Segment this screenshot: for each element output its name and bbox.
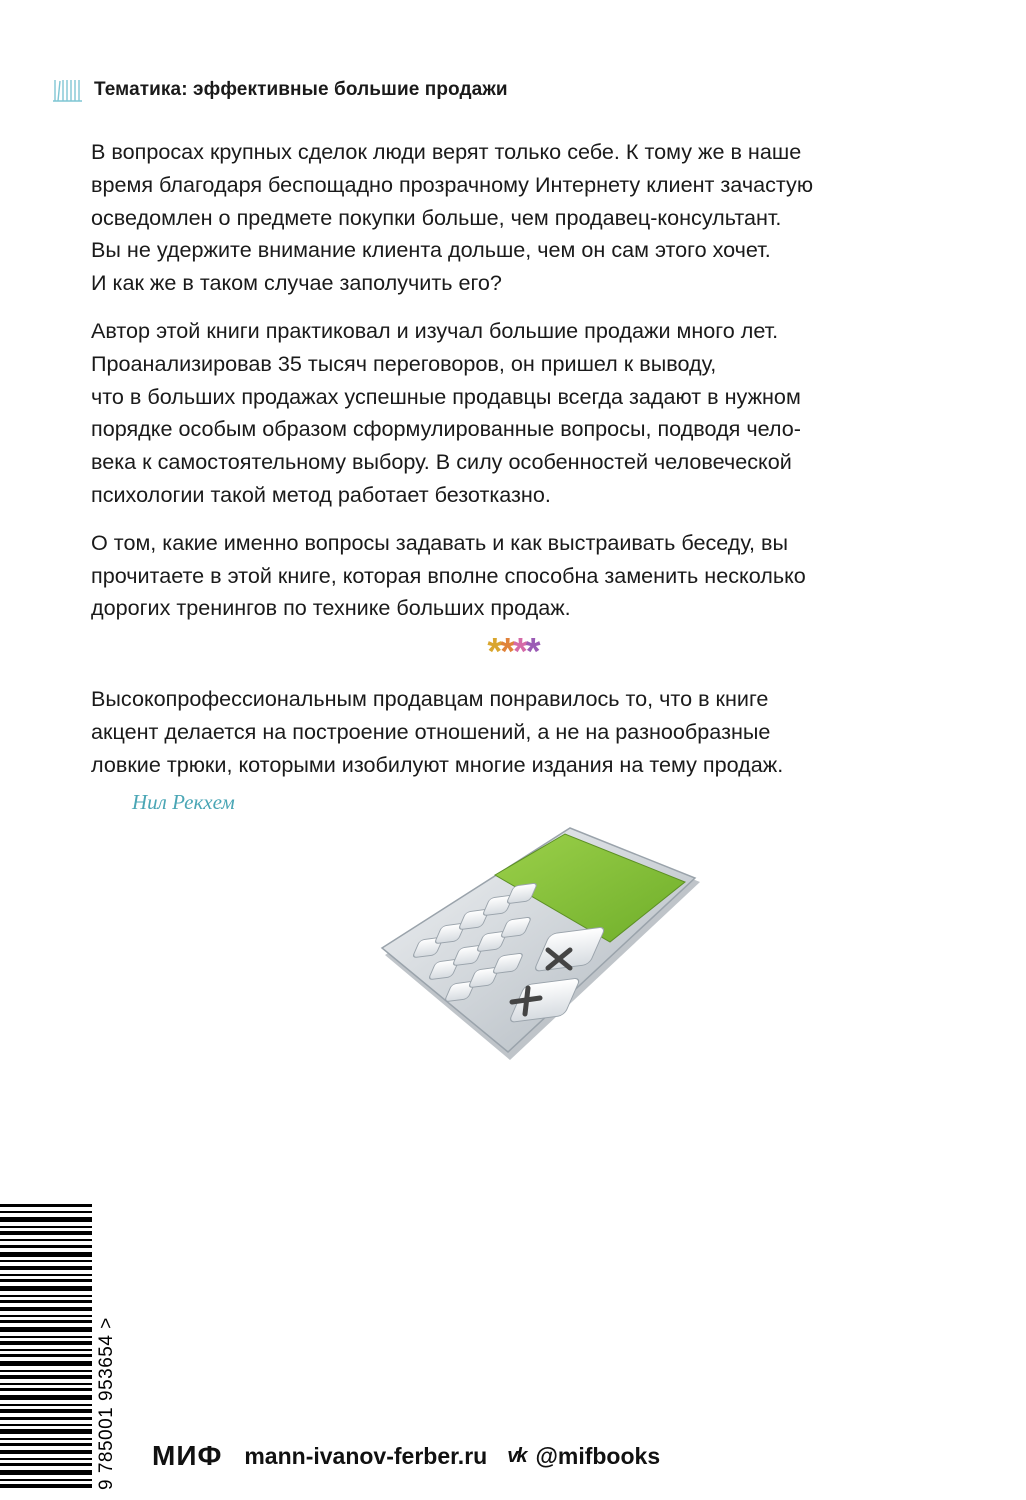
barcode-digits: 9 785001 953654 >	[96, 1317, 117, 1490]
books-stack-icon	[52, 78, 84, 102]
star-3: *	[513, 631, 526, 673]
paragraph-2: Автор этой книги практиковал и изучал большие продажи много лет. Проанализировав 35 тысяч переговоров, он пришел к выводу, что в больших продажах успешные продавцы всегда задают в нужном порядке особым образом сформулированные вопросы, подводя чело- века к самостоятельному выбору. В силу особенностей человеческой психологии такой метод работает безотказно.	[91, 317, 801, 507]
paragraph-3: О том, какие именно вопросы задавать и как выстраивать беседу, вы прочитаете в этой книге, которая вполне способна заменить несколько дорогих тренингов по технике больших продаж.	[91, 529, 806, 621]
star-1: *	[487, 631, 501, 673]
website-link[interactable]: mann-ivanov-ferber.ru	[244, 1442, 488, 1469]
vk-icon[interactable]: vk	[507, 1444, 526, 1467]
star-2: *	[500, 631, 513, 673]
category-line	[52, 76, 508, 104]
category-label: Тематика: эффективные большие продажи	[94, 79, 508, 100]
barcode	[0, 1200, 120, 1492]
star-divider	[0, 632, 1026, 672]
publisher-footer	[152, 1434, 660, 1478]
description	[91, 136, 921, 640]
quote-author: Нил Рекхем	[132, 790, 235, 814]
calculator-icon	[380, 820, 700, 1080]
social-handle[interactable]: @mifbooks	[535, 1442, 661, 1469]
star-4: *	[525, 631, 539, 673]
paragraph-1: В вопросах крупных сделок люди верят только себе. К тому же в наше время благодаря беспощадно прозрачному Интернету клиент зачастую осведомлен о предмете покупки больше, чем продавец-консультант. Вы не удержите внимание клиента дольше, чем он сам этого хочет. И как же в таком случае заполучить его?	[91, 139, 814, 296]
review-quote: Высокопрофессиональным продавцам понравилось то, что в книге акцент делается на построение отношений, а не на разнообразные ловкие трюки, которыми изобилуют многие издания на тему продаж.	[91, 686, 784, 777]
publisher-logo: МИФ	[152, 1440, 223, 1471]
